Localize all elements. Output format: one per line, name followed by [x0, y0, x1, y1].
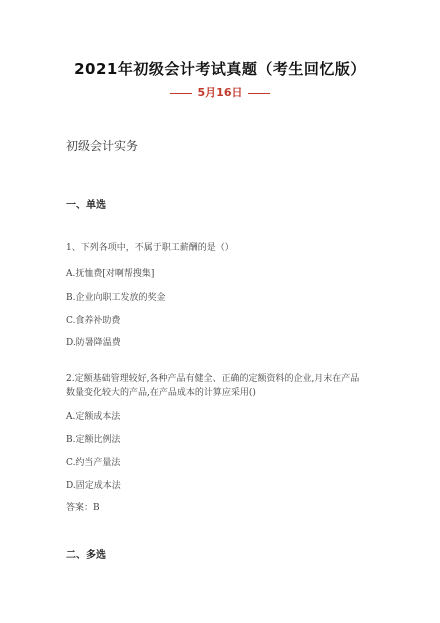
question-1-option-d: D.防暑降温费 — [66, 338, 121, 348]
section-heading-single-choice: 一、单选 — [66, 200, 106, 211]
date-left-rule — [170, 93, 192, 94]
question-2-option-b: B.定额比例法 — [66, 435, 121, 445]
subject-heading: 初级会计实务 — [66, 139, 139, 153]
section-heading-multiple-choice: 二、多选 — [66, 550, 106, 561]
exam-date-line — [0, 84, 440, 100]
question-2-option-c: C.约当产量法 — [66, 458, 121, 468]
document-title: 2021年初级会计考试真题（考生回忆版） — [74, 60, 366, 78]
question-1-option-a: A.抚恤费[对啊帮搜集] — [66, 269, 155, 279]
exam-date: 5月16日 — [197, 86, 243, 99]
question-1-text: 1、下列各项中，不属于职工薪酬的是（） — [66, 243, 234, 253]
question-2-text: 2.定额基础管理较好,各种产品有健全、正确的定额资料的企业,月末在产品数量变化较大的产品,在产品成本的计算应采用() — [66, 374, 360, 398]
question-2-option-d: D.固定成本法 — [66, 481, 121, 491]
question-1-option-b: B.企业向职工发放的奖金 — [66, 293, 166, 303]
date-right-rule — [248, 93, 270, 94]
question-2-option-a: A.定额成本法 — [66, 412, 121, 422]
question-2-answer: 答案：B — [66, 503, 100, 513]
question-1-option-c: C.食养补助费 — [66, 316, 121, 326]
